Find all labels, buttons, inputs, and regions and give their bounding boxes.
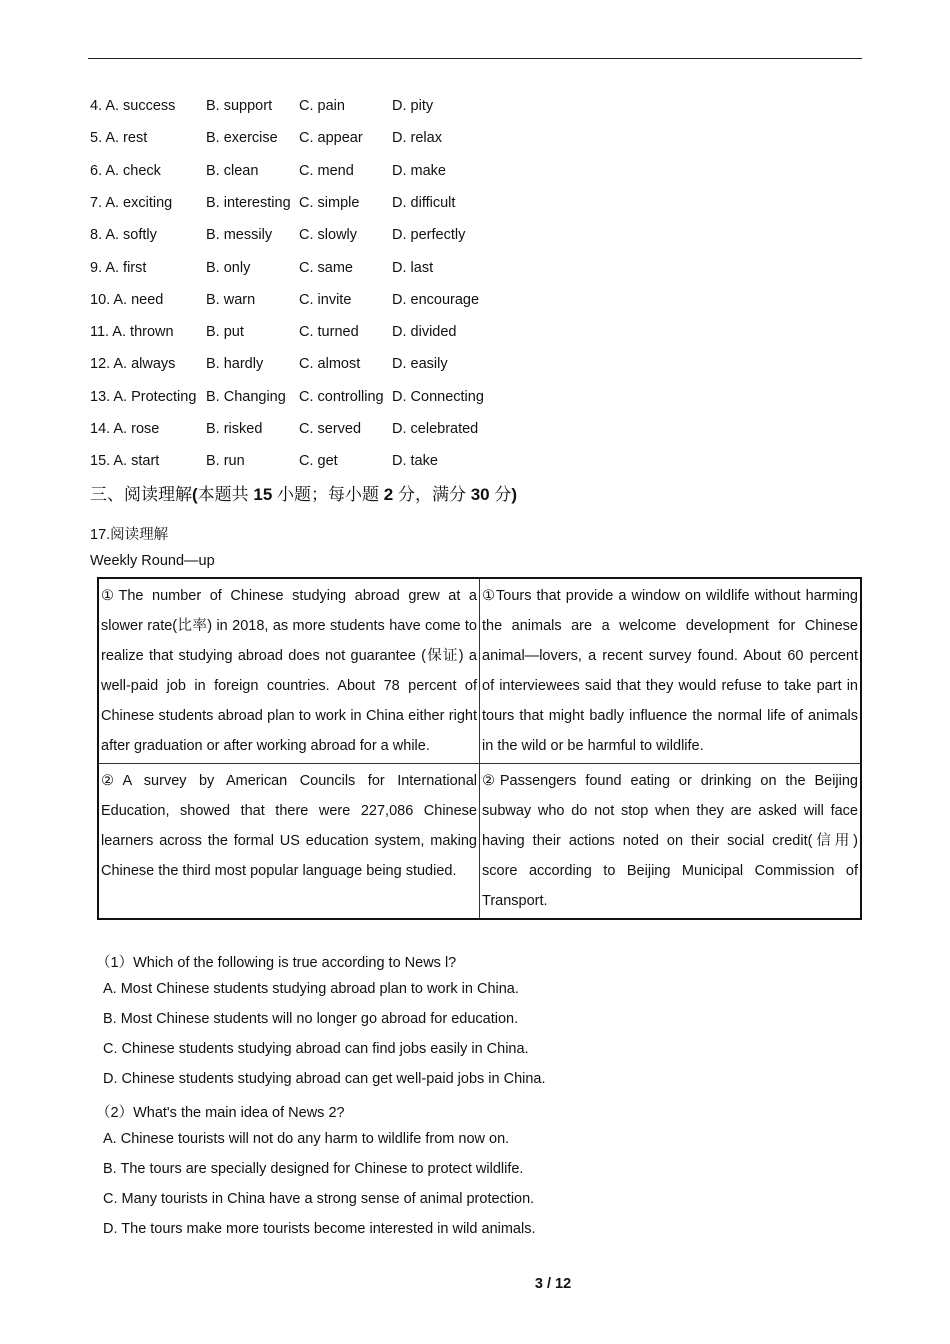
news-cell: ②A survey by American Councils for International Education, showed that there were 227,086 Chinese learners across the formal US education system, making Chinese the third most popular language being studied. — [98, 764, 480, 920]
page-number: 3 / 12 — [534, 1276, 572, 1292]
news-table — [97, 577, 862, 920]
option-text: B. warn — [206, 291, 256, 308]
option-text: C. same — [299, 259, 353, 276]
question-stem: （1）Which of the following is true according to News l? — [96, 955, 457, 971]
option-text: D. pity — [392, 98, 434, 114]
answer-choice: A. Chinese tourists will not do any harm to wildlife from now on. — [103, 1131, 510, 1147]
option-text: B. risked — [206, 421, 263, 437]
option-text: 9. A. first — [90, 259, 147, 276]
option-text: 8. A. softly — [90, 227, 157, 244]
option-text: 5. A. rest — [90, 130, 148, 147]
option-text: D. easily — [392, 356, 448, 373]
table-row — [98, 578, 861, 764]
option-text: 12. A. always — [90, 356, 176, 373]
news-cell: ①The number of Chinese studying abroad grew at a slower rate(比率) in 2018, as more students have come to realize that studying abroad does not guarantee (保证) a well-paid job in foreign countries. About 78 percent of Chinese students abroad plan to work in China either right after graduation or after working abroad for a while. — [98, 578, 480, 764]
option-text: B. put — [206, 324, 244, 341]
passage-title: Weekly Round—up — [90, 553, 215, 569]
option-text: B. hardly — [206, 356, 264, 373]
option-text: 6. A. check — [90, 162, 161, 179]
option-text: D. Connecting — [392, 388, 484, 405]
option-text: D. relax — [392, 130, 442, 147]
option-text: D. divided — [392, 324, 457, 341]
option-text: 4. A. success — [90, 98, 176, 114]
option-text: B. support — [206, 98, 273, 114]
table-row — [98, 764, 861, 920]
header-rule — [88, 58, 862, 59]
answer-choice: D. The tours make more tourists become interested in wild animals. — [103, 1221, 536, 1237]
option-text: C. served — [299, 421, 362, 437]
option-text: C. get — [299, 453, 338, 470]
option-text: 14. A. rose — [90, 421, 160, 437]
question-stem: （2）What's the main idea of News 2? — [96, 1105, 345, 1121]
question-number: 17.阅读理解 — [90, 527, 169, 543]
option-text: C. almost — [299, 356, 361, 373]
answer-choice: A. Most Chinese students studying abroad plan to work in China. — [103, 981, 519, 997]
option-text: B. interesting — [206, 194, 291, 211]
option-text: C. invite — [299, 291, 352, 308]
option-text: B. clean — [206, 162, 259, 179]
option-text: 10. A. need — [90, 291, 164, 308]
option-text: B. messily — [206, 227, 273, 244]
option-text: D. take — [392, 453, 438, 470]
section-heading: 三、阅读理解(本题共 15 小题；每小题 2 分，满分 30 分) — [90, 485, 518, 504]
option-text: D. perfectly — [392, 227, 466, 244]
answer-choice: C. Chinese students studying abroad can find jobs easily in China. — [103, 1041, 529, 1057]
option-text: 15. A. start — [90, 453, 160, 470]
option-text: C. pain — [299, 98, 345, 114]
option-text: C. controlling — [299, 388, 384, 405]
option-text: C. slowly — [299, 227, 358, 244]
news-cell: ①Tours that provide a window on wildlife without harming the animals are a welcome development for Chinese animal—lovers, a recent survey found. About 60 percent of interviewees said that they would refuse to take part in tours that might badly influence the normal life of animals in the wild or be harmful to wildlife. — [480, 578, 862, 764]
option-text: D. difficult — [392, 194, 456, 211]
option-text: D. make — [392, 162, 446, 179]
option-text: C. turned — [299, 324, 359, 341]
option-text: B. exercise — [206, 130, 278, 147]
news-cell: ②Passengers found eating or drinking on the Beijing subway who do not stop when they are asked will face having their actions noted on their social credit(信用) score according to Beijing Municipal Commission of Transport. — [480, 764, 862, 920]
option-text: C. appear — [299, 130, 363, 147]
answer-choice: D. Chinese students studying abroad can get well-paid jobs in China. — [103, 1071, 546, 1087]
option-text: D. last — [392, 259, 434, 276]
option-text: 11. A. thrown — [90, 324, 174, 341]
answer-choice: B. The tours are specially designed for Chinese to protect wildlife. — [103, 1161, 524, 1177]
answer-choice: C. Many tourists in China have a strong sense of animal protection. — [103, 1191, 535, 1207]
option-text: B. Changing — [206, 388, 286, 405]
option-text: B. run — [206, 453, 245, 470]
answer-choice: B. Most Chinese students will no longer go abroad for education. — [103, 1011, 519, 1027]
option-text: 7. A. exciting — [90, 194, 173, 211]
option-text: C. mend — [299, 162, 354, 179]
option-text: D. encourage — [392, 291, 480, 308]
option-text: B. only — [206, 259, 251, 276]
option-text: C. simple — [299, 194, 360, 211]
option-text: D. celebrated — [392, 421, 479, 437]
option-text: 13. A. Protecting — [90, 388, 197, 405]
